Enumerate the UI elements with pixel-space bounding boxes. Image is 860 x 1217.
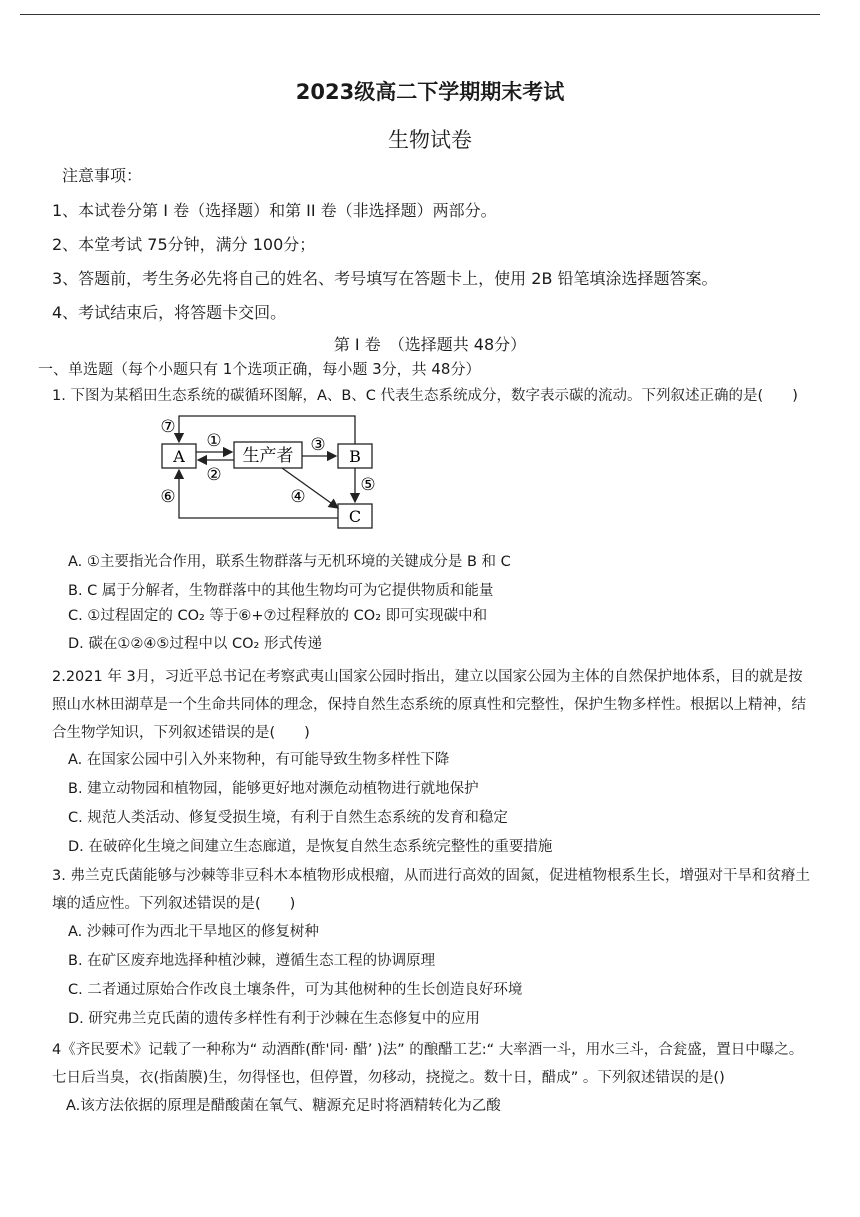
option: C. 规范人类活动、修复受损生境，有利于自然生态系统的发育和稳定 [68,810,508,826]
option: B. C 属于分解者，生物群落中的其他生物均可为它提供物质和能量 [68,583,494,599]
option: A. 在国家公园中引入外来物种，有可能导致生物多样性下降 [68,752,450,768]
arrow-label: ③ [310,435,326,455]
option: B. 在矿区废弃地选择种植沙棘，遵循生态工程的协调原理 [68,953,436,969]
arrow-6 [179,470,338,518]
notice-item: 2、本堂考试 75分钟，满分 100分； [52,235,316,254]
notice-item: 4、考试结束后，将答题卡交回。 [52,303,287,322]
node-a-label: A [173,447,185,466]
arrow-label: ⑦ [160,417,176,437]
question-stem: 1. 下图为某稻田生态系统的碳循环图解，A、B、C 代表生态系统成分，数字表示碳的流动。下列叙述正确的是( ) [52,388,798,404]
option: A.该方法依据的原理是醋酸菌在氧气、糖源充足时将酒精转化为乙酸 [66,1098,501,1114]
section-title: 第 I 卷 （选择题共 48分） [333,335,527,354]
arrow-label: ④ [290,487,306,507]
notice-heading: 注意事项： [62,166,143,185]
option: D. 碳在①②④⑤过程中以 CO₂ 形式传递 [68,636,322,652]
notice-item: 3、答题前，考生务必先将自己的姓名、考号填写在答题卡上，使用 2B 铅笔填涂选择题答案。 [52,269,718,288]
option: C. 二者通过原始合作改良土壤条件，可为其他树种的生长创造良好环境 [68,982,523,998]
part-title: 一、单选题（每个小题只有 1个选项正确，每小题 3分，共 48分） [38,360,481,378]
question-stem: 4《齐民要术》记载了一种称为“ 动酒酢(酢'同· 醋’ )法” 的酿醋工艺:“ 大率酒一斗，用水三斗，合瓮盛，置日中曝之。七日后当臭，衣(指菌膜)生，勿得怪也，但停置，勿移动，挠搅之。数十日，醋成” 。下列叙述错误的是() [52,1042,804,1086]
notice-item: 1、本试卷分第 I 卷（选择题）和第 II 卷（非选择题）两部分。 [52,201,497,220]
arrow-label: ① [206,431,222,451]
header-rule [20,14,820,15]
node-c-label: C [348,507,362,526]
option: D. 研究弗兰克氏菌的遗传多样性有利于沙棘在生态修复中的应用 [68,1011,480,1027]
question-stem: 2.2021 年 3月，习近平总书记在考察武夷山国家公园时指出，建立以国家公园为主体的自然保护地体系，目的就是按照山水林田湖草是一个生命共同体的理念，保持自然生态系统的原真性和完整性，保护生物多样性。根据以上精神，结合生物学知识，下列叙述错误的是( ) [52,669,806,741]
node-producer-label: 生产者 [242,446,294,466]
option: B. 建立动物园和植物园，能够更好地对濒危动植物进行就地保护 [68,781,479,797]
option: D. 在破碎化生境之间建立生态廊道，是恢复自然生态系统完整性的重要措施 [68,839,553,855]
arrow-label: ⑤ [360,475,376,495]
option: A. 沙棘可作为西北干旱地区的修复树种 [68,924,319,940]
exam-subtitle: 生物试卷 [388,128,472,152]
exam-title: 2023级高二下学期期末考试 [295,80,565,104]
node-b-label: B [349,447,361,466]
arrow-label: ⑥ [160,487,176,507]
option: A. ①主要指光合作用，联系生物群落与无机环境的关键成分是 B 和 C [68,554,511,570]
question-stem: 3. 弗兰克氏菌能够与沙棘等非豆科木本植物形成根瘤，从而进行高效的固氮，促进植物根系生长，增强对干旱和贫瘠土壤的适应性。下列叙述错误的是( ) [52,868,810,912]
carbon-cycle-diagram [150,410,390,532]
arrow-label: ② [206,465,222,485]
option: C. ①过程固定的 CO₂ 等于⑥+⑦过程释放的 CO₂ 即可实现碳中和 [68,608,488,624]
